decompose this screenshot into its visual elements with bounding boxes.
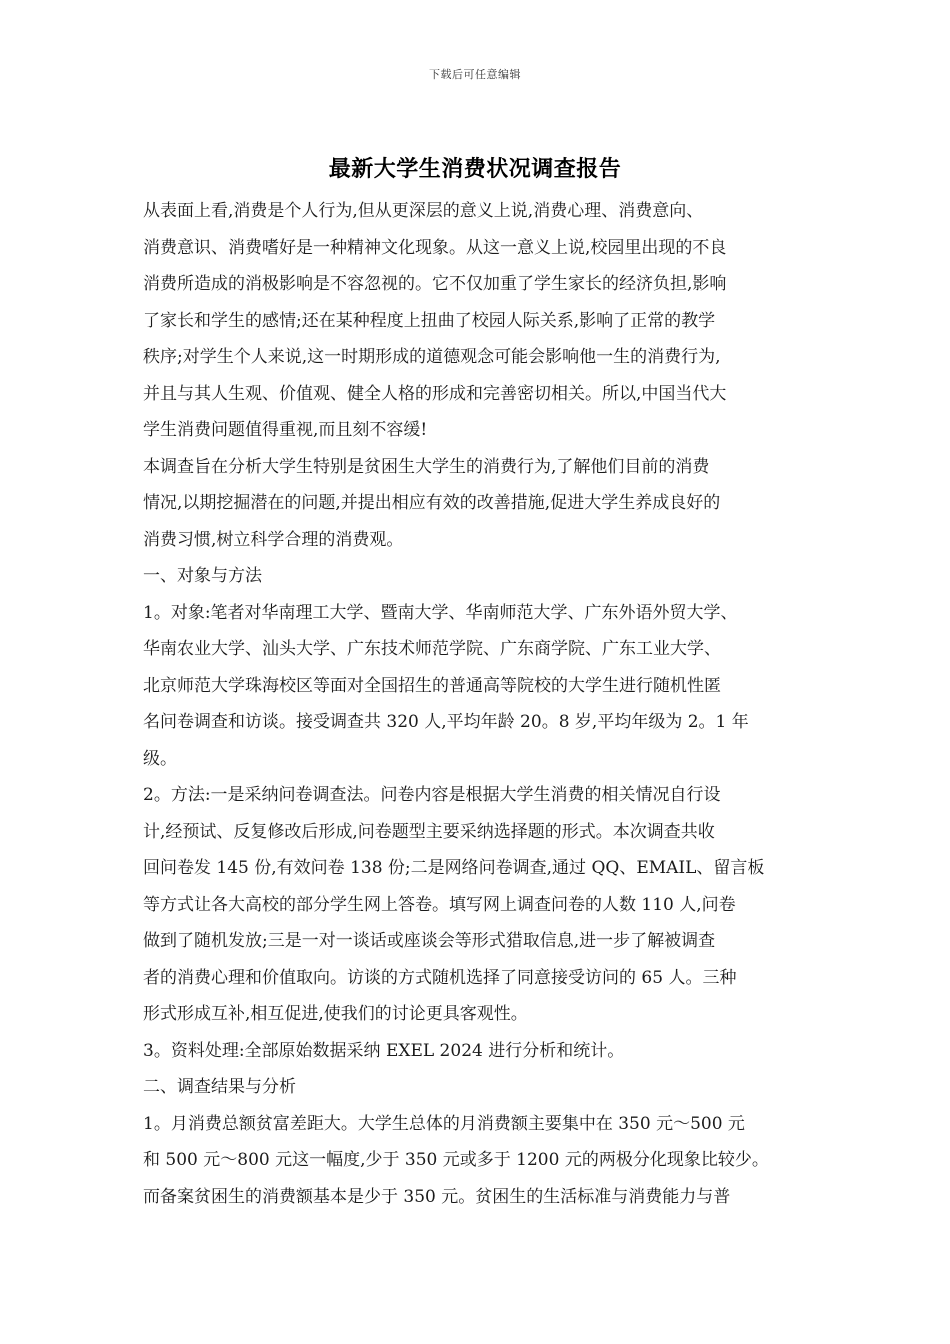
- body-line: 者的消费心理和价值取向。访谈的方式随机选择了同意接受访问的 65 人。三种: [143, 967, 737, 988]
- body-line: 并且与其人生观、价值观、健全人格的形成和完善密切相关。所以,中国当代大: [143, 383, 727, 404]
- body-line: 而备案贫困生的消费额基本是少于 350 元。贫困生的生活标准与消费能力与普: [143, 1186, 731, 1207]
- body-line: 形式形成互补,相互促进,使我们的讨论更具客观性。: [143, 1004, 528, 1024]
- body-line: 了家长和学生的感情;还在某种程度上扭曲了校园人际关系,影响了正常的教学: [143, 310, 716, 331]
- body-line: 学生消费问题值得重视,而且刻不容缓!: [143, 420, 428, 440]
- body-line: 1。月消费总额贫富差距大。大学生总体的月消费额主要集中在 350 元～500 元: [143, 1113, 745, 1134]
- body-line: 级。: [143, 748, 177, 769]
- body-line: 1。对象:笔者对华南理工大学、暨南大学、华南师范大学、广东外语外贸大学、: [143, 602, 738, 623]
- body-line: 名问卷调查和访谈。接受调查共 320 人,平均年龄 20。8 岁,平均年级为 2。1 年: [143, 712, 749, 732]
- body-line: 北京师范大学珠海校区等面对全国招生的普通高等院校的大学生进行随机性匿: [143, 675, 721, 696]
- body-line: 秩序;对学生个人来说,这一时期形成的道德观念可能会影响他一生的消费行为,: [143, 347, 721, 367]
- body-line: 3。资料处理:全部原始数据采纳 EXEL 2024 进行分析和统计。: [143, 1040, 625, 1061]
- section-heading-results-analysis: 二、调查结果与分析: [143, 1077, 296, 1097]
- body-line: 消费意识、消费嗜好是一种精神文化现象。从这一意义上说,校园里出现的不良: [143, 237, 727, 258]
- document-title: 最新大学生消费状况调查报告: [328, 156, 622, 182]
- body-line: 消费所造成的消极影响是不容忽视的。它不仅加重了学生家长的经济负担,影响: [143, 274, 727, 294]
- body-line: 回问卷发 145 份,有效问卷 138 份;二是网络问卷调查,通过 QQ、EMAIL、留言板: [143, 858, 765, 878]
- body-line: 从表面上看,消费是个人行为,但从更深层的意义上说,消费心理、消费意向、: [143, 201, 704, 221]
- body-line: 2。方法:一是采纳问卷调查法。问卷内容是根据大学生消费的相关情况自行设: [143, 785, 721, 805]
- body-line: 消费习惯,树立科学合理的消费观。: [143, 529, 404, 550]
- body-line: 计,经预试、反复修改后形成,问卷题型主要采纳选择题的形式。本次调查共收: [143, 821, 715, 842]
- section-heading-objects-methods: 一、对象与方法: [143, 566, 262, 586]
- page-header-note: 下载后可任意编辑: [429, 68, 521, 81]
- body-line: 华南农业大学、汕头大学、广东技术师范学院、广东商学院、广东工业大学、: [143, 639, 721, 659]
- body-line: 情况,以期挖掘潜在的问题,并提出相应有效的改善措施,促进大学生养成良好的: [143, 493, 721, 513]
- body-line: 本调查旨在分析大学生特别是贫困生大学生的消费行为,了解他们目前的消费: [143, 456, 710, 477]
- body-line: 和 500 元～800 元这一幅度,少于 350 元或多于 1200 元的两极分化现象比较少。: [143, 1150, 769, 1170]
- body-line: 等方式让各大高校的部分学生网上答卷。填写网上调查问卷的人数 110 人,问卷: [143, 894, 736, 915]
- document-body: [143, 193, 823, 1215]
- body-line: 做到了随机发放;三是一对一谈话或座谈会等形式猎取信息,进一步了解被调查: [143, 931, 716, 951]
